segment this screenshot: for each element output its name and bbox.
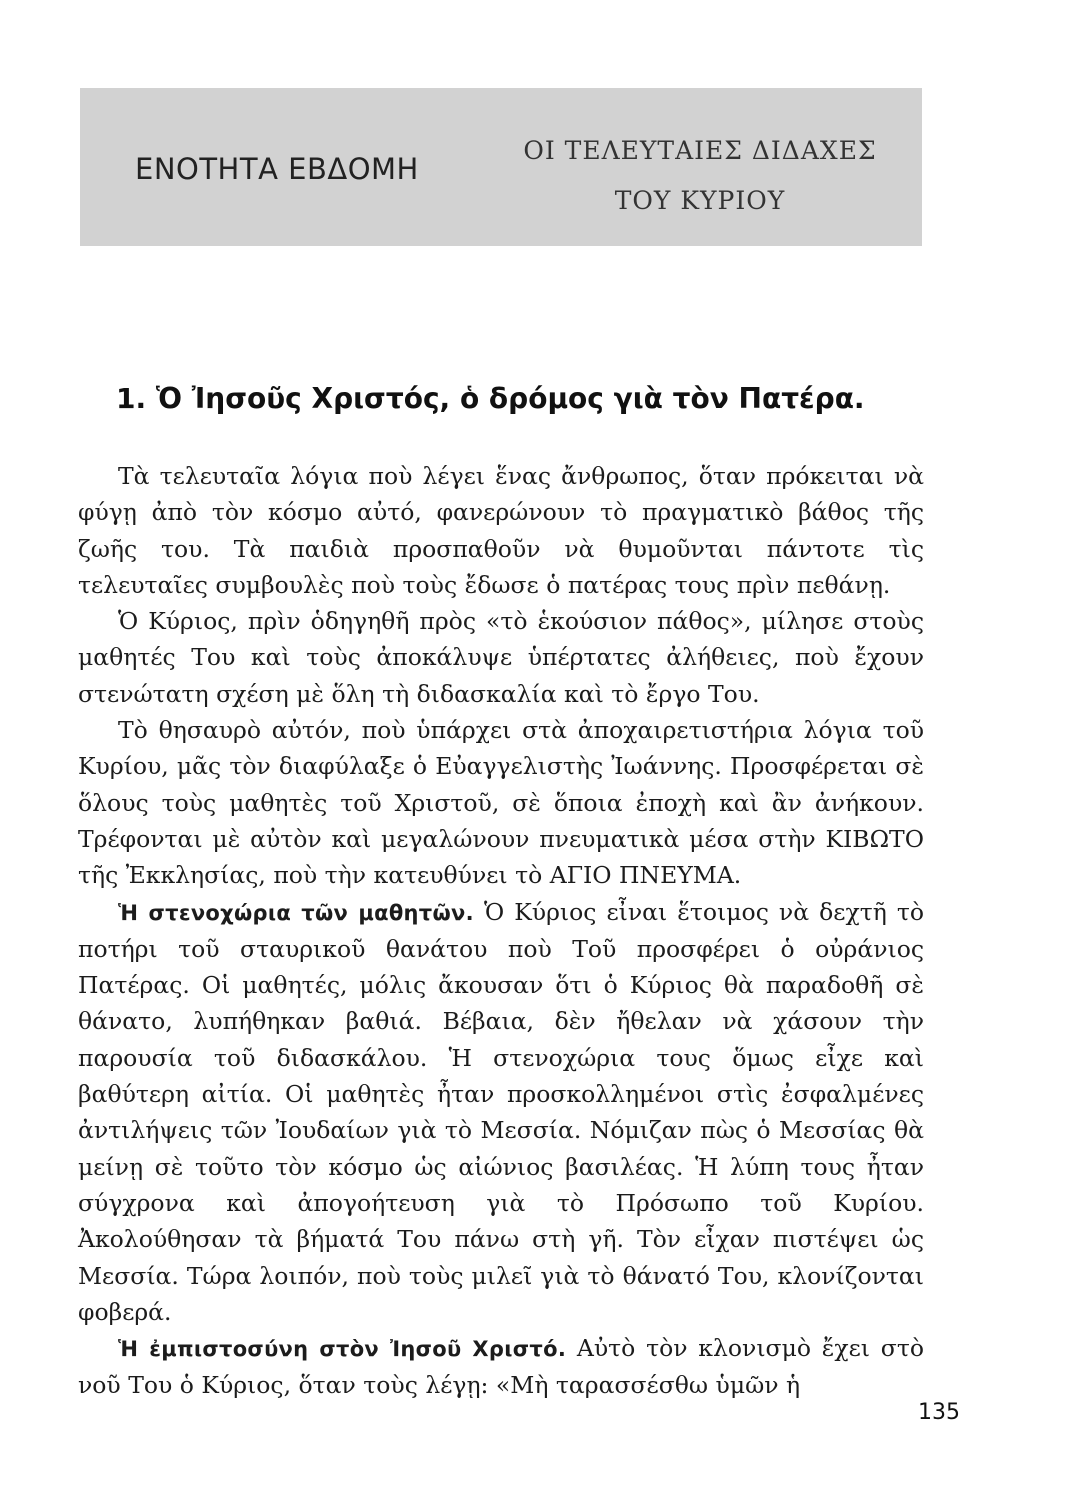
body-text bbox=[78, 458, 924, 1404]
paragraph-1: Τὰ τελευταῖα λόγια ποὺ λέγει ἕνας ἄνθρωπος, ὅταν πρόκειται νὰ φύγῃ ἀπὸ τὸν κόσμο αὐτό, φανερώνουν τὸ πραγματικὸ βάθος τῆς ζωῆς του. Τὰ παιδιὰ προσπαθοῦν νὰ θυμοῦνται πάντοτε τὶς τελευταῖες συμβουλὲς ποὺ τοὺς ἔδωσε ὁ πατέρας τους πρὶν πεθάνῃ. bbox=[78, 462, 924, 599]
paragraph-5-text: Αὐτὸ τὸν κλονισμὸ ἔχει στὸ νοῦ Του ὁ Κύριος, ὅταν τοὺς λέγῃ: «Μὴ ταρασσέσθω ὑμῶν ἡ bbox=[78, 1334, 924, 1400]
unit-title-line-2: ΤΟΥ ΚΥΡΙΟΥ bbox=[614, 186, 786, 215]
unit-label: ΕΝΟΤΗΤΑ ΕΒΔΟΜΗ bbox=[135, 152, 419, 186]
section-heading: 1. Ὁ Ἰησοῦς Χριστός, ὁ δρόμος γιὰ τὸν Πατέρα. bbox=[116, 382, 865, 415]
paragraph-5-lead: Ἡ ἐμπιστοσύνη στὸν Ἰησοῦ Χριστό. bbox=[118, 1337, 567, 1362]
paragraph-4 bbox=[78, 894, 924, 1331]
paragraph-4-lead: Ἡ στενοχώρια τῶν μαθητῶν. bbox=[118, 900, 474, 925]
unit-title bbox=[480, 126, 920, 226]
paragraph-5 bbox=[78, 1330, 924, 1404]
paragraph-2: Ὁ Κύριος, πρὶν ὁδηγηθῆ πρὸς «τὸ ἑκούσιον πάθος», μίλησε στοὺς μαθητές Του καὶ τοὺς ἀποκάλυψε ὑπέρτατες ἀλήθειες, ποὺ ἔχουν στενώτατη σχέση μὲ ὅλη τὴ διδασκαλία καὶ τὸ ἔργο Του. bbox=[78, 607, 924, 708]
paragraph-3: Τὸ θησαυρὸ αὐτόν, ποὺ ὑπάρχει στὰ ἀποχαιρετιστήρια λόγια τοῦ Κυρίου, μᾶς τὸν διαφύλαξε ὁ Εὐαγγελιστὴς Ἰωάννης. Προσφέρεται σὲ ὅλους τοὺς μαθητὲς τοῦ Χριστοῦ, σὲ ὅποια ἐποχὴ καὶ ἂν ἀνήκουν. Τρέφονται μὲ αὐτὸν καὶ μεγαλώνουν πνευματικὰ μέσα στὴν ΚΙΒΩΤΟ τῆς Ἐκκλησίας, ποὺ τὴν κατευθύνει τὸ ΑΓΙΟ ΠΝΕΥΜΑ. bbox=[78, 716, 924, 890]
page-number: 135 bbox=[918, 1400, 960, 1425]
unit-title-line-1: ΟΙ ΤΕΛΕΥΤΑΙΕΣ ΔΙΔΑΧΕΣ bbox=[523, 136, 877, 165]
paragraph-4-text: Ὁ Κύριος εἶναι ἕτοιμος νὰ δεχτῆ τὸ ποτήρι τοῦ σταυρικοῦ θανάτου ποὺ Τοῦ προσφέρει ὁ οὐράνιος Πατέρας. Οἱ μαθητές, μόλις ἄκουσαν ὅτι ὁ Κύριος θὰ παραδοθῆ σὲ θάνατο, λυπήθηκαν βαθιά. Βέβαια, δὲν ἤθελαν νὰ χάσουν τὴν παρουσία τοῦ διδασκάλου. Ἡ στενοχώρια τους ὅμως εἶχε καὶ βαθύτερη αἰτία. Οἱ μαθητὲς ἦταν προσκολλημένοι στὶς ἐσφαλμένες ἀντιλήψεις τῶν Ἰουδαίων γιὰ τὸ Μεσσία. Νόμιζαν πὼς ὁ Μεσσίας θὰ μείνῃ σὲ τοῦτο τὸν κόσμο ὡς αἰώνιος βασιλέας. Ἡ λύπη τους ἦταν σύγχρονα καὶ ἀπογοήτευση γιὰ τὸ Πρόσωπο τοῦ Κυρίου. Ἀκολούθησαν τὰ βήματά Του πάνω στὴ γῆ. Τὸν εἶχαν πιστέψει ὡς Μεσσία. Τώρα λοιπόν, ποὺ τοὺς μιλεῖ γιὰ τὸ θάνατό Του, κλονίζονται φοβερά. bbox=[78, 897, 924, 1326]
